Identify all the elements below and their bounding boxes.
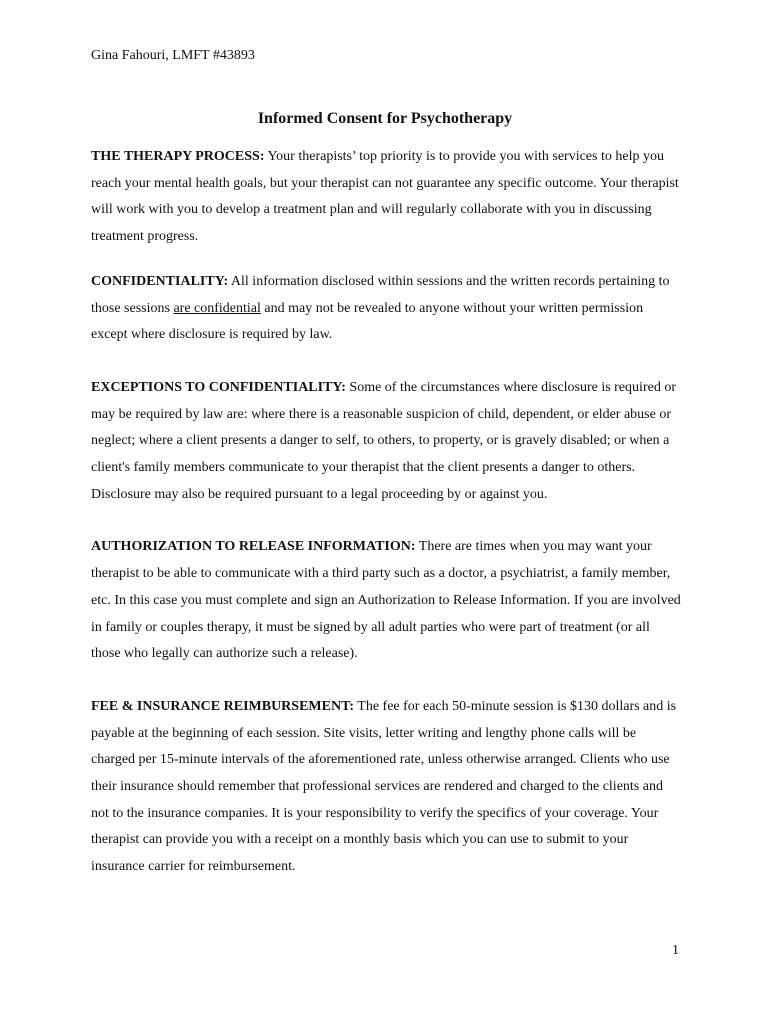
section-heading: THE THERAPY PROCESS: [91, 149, 265, 164]
section-text: Some of the circumstances where disclosure is required or may be required by law are: where there is a reasonable suspicion of child, dependent, or elder abuse or neglect; where a client presents a danger to self, to others, to property, or is gravely disabled; or when a client's family members communicate to your therapist that the client presents a danger to others. Disclosure may also be required pursuant to a legal proceeding by or against you. [91, 379, 676, 502]
document-body [91, 144, 681, 881]
section-heading: CONFIDENTIALITY: [91, 273, 229, 289]
section-heading: FEE & INSURANCE REIMBURSEMENT: [91, 698, 355, 714]
section-text-underlined: are confidential [173, 300, 261, 316]
section-heading: EXCEPTIONS TO CONFIDENTIALITY: [91, 379, 346, 395]
section-fee-insurance [91, 694, 681, 881]
header-author: Gina Fahouri, LMFT #43893 [91, 48, 255, 63]
section-text: There are times when you may want your therapist to be able to communicate with a third party such as a doctor, a psychiatrist, a family member, etc. In this case you must complete and sign an Authorization to Release Information. If you are involved in family or couples therapy, it must be signed by all adult parties who were part of treatment (or all those who legally can authorize such a release). [91, 539, 681, 662]
section-confidentiality [91, 269, 681, 349]
section-exceptions-to-confidentiality [91, 375, 681, 509]
section-text: Your therapists’ top priority is to provide you with services to help you reach your mental health goals, but your therapist can not guarantee any specific outcome. Your therapist will work with you to develop a treatment plan and will regularly collaborate with you in discussing treatment progress. [91, 149, 679, 245]
page-title: Informed Consent for Psychotherapy [257, 110, 513, 127]
section-therapy-process [91, 144, 681, 251]
section-text: The fee for each 50-minute session is $130 dollars and is payable at the beginning of each session. Site visits, letter writing and lengthy phone calls will be charged per 15-minute intervals of the aforementioned rate, unless otherwise arranged. Clients who use their insurance should remember that professional services are rendered and charged to the clients and not to the insurance companies. It is your responsibility to verify the specifics of your coverage. Your therapist can provide you with a receipt on a monthly basis which you can use to submit to your insurance carrier for reimbursement. [91, 698, 677, 875]
section-heading: AUTHORIZATION TO RELEASE INFORMATION: [91, 539, 416, 555]
section-text: All information disclosed within sessions and the written records pertaining to those sessions [91, 273, 670, 316]
section-authorization-to-release [91, 534, 681, 668]
page-number: 1 [672, 943, 679, 958]
section-text: and may not be revealed to anyone without your written permission except where disclosure is required by law. [91, 300, 644, 343]
